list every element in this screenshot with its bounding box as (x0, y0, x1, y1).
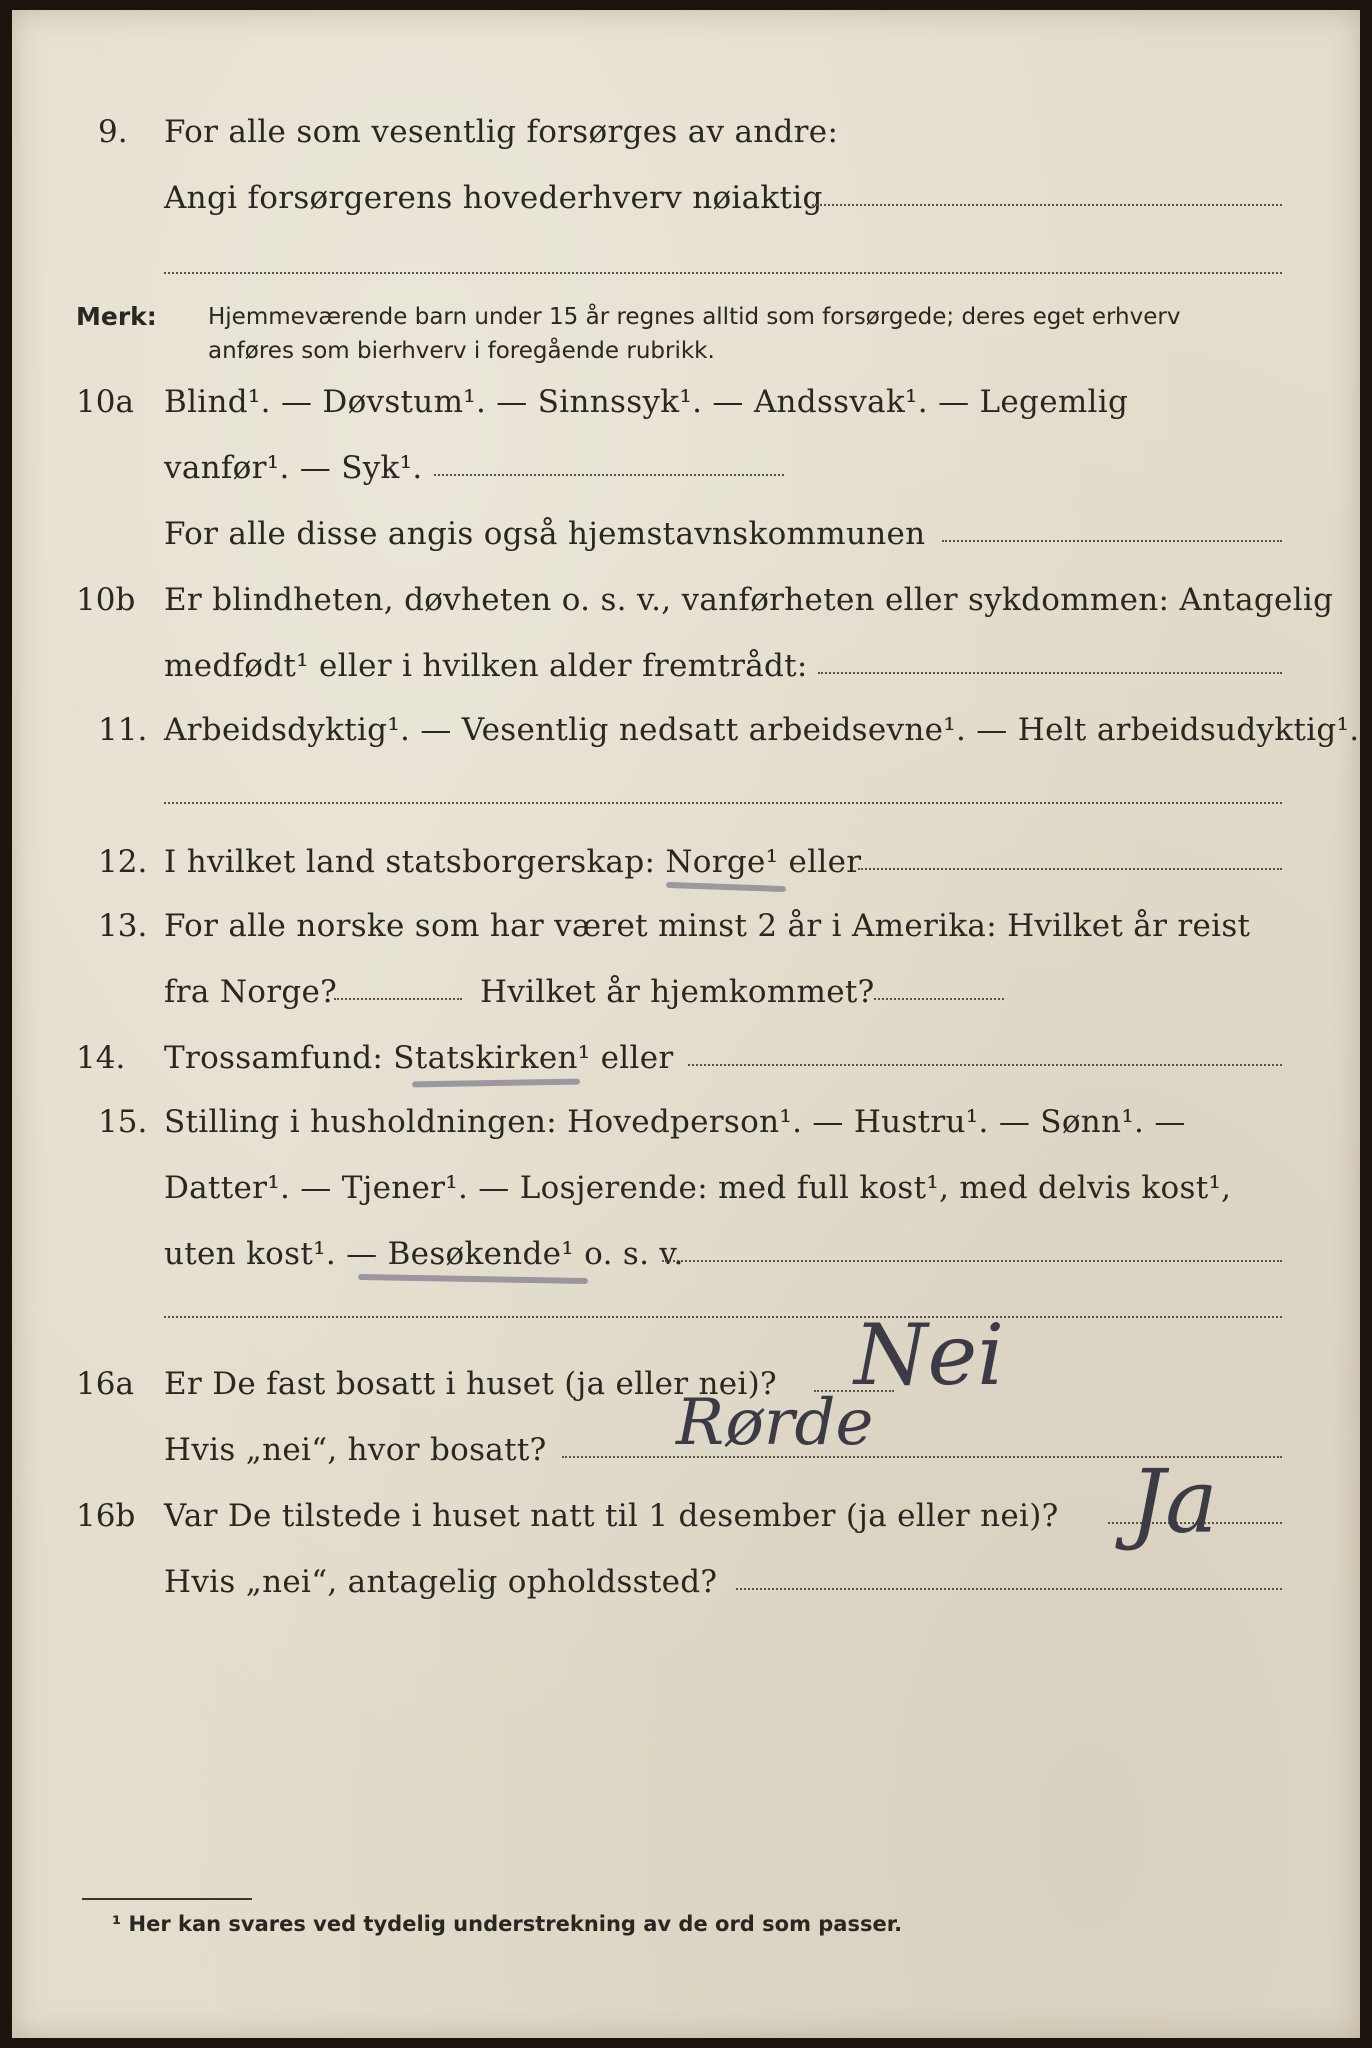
q15-line1: Stilling i husholdningen: Hovedperson¹. — Hustru¹. — Sønn¹. — (164, 1104, 1186, 1140)
merk-line2: anføres som bierhverv i foregående rubrikk. (208, 338, 715, 364)
q13-line1: For alle norske som har været minst 2 år i Amerika: Hvilket år reist (164, 908, 1251, 944)
q15-answer-dotline (662, 1260, 1282, 1262)
q10b-number: 10b (76, 582, 136, 618)
q11-number: 11. (98, 712, 148, 748)
q10a-number: 10a (76, 384, 134, 420)
q12-line1: I hvilket land statsborgerskap: Norge¹ eller (164, 844, 862, 880)
q13-line2b: Hvilket år hjemkommet? (480, 974, 875, 1010)
q13-line2a: fra Norge? (164, 974, 338, 1010)
q16b-line2: Hvis „nei“, antagelig opholdssted? (164, 1564, 718, 1600)
q14-number: 14. (76, 1040, 126, 1076)
q16a-handwritten-answer-place: Rørde (676, 1386, 874, 1460)
q16b-whereabouts-dotline (736, 1588, 1282, 1590)
q9-answer-dotline (812, 204, 1282, 206)
q10a-line1: Blind¹. — Døvstum¹. — Sinnssyk¹. — Andssvak¹. — Legemlig (164, 384, 1129, 420)
census-form-page (12, 10, 1360, 2038)
merk-line1: Hjemmeværende barn under 15 år regnes alltid som forsørgede; deres eget erhverv (208, 304, 1181, 330)
q15-line2: Datter¹. — Tjener¹. — Losjerende: med full kost¹, med delvis kost¹, (164, 1170, 1232, 1206)
q14-line1: Trossamfund: Statskirken¹ eller (164, 1040, 674, 1076)
q16a-line2: Hvis „nei“, hvor bosatt? (164, 1432, 547, 1468)
q10a-hometown-dotline (942, 540, 1282, 542)
q10a-line3: For alle disse angis også hjemstavnskommunen (164, 516, 926, 552)
q16a-handwritten-answer-nei: Nei (854, 1306, 1005, 1404)
q16b-number: 16b (76, 1498, 136, 1534)
q16a-number: 16a (76, 1366, 134, 1402)
statskirken-underline-mark (412, 1079, 580, 1088)
norge-underline-mark (666, 882, 786, 892)
q9-number: 9. (98, 114, 128, 150)
q10b-line1: Er blindheten, døvheten o. s. v., vanførheten eller sykdommen: Antagelig (164, 582, 1334, 618)
q10b-answer-dotline (818, 672, 1282, 674)
q10a-line2: vanfør¹. — Syk¹. (164, 450, 423, 486)
q16a-line1: Er De fast bosatt i huset (ja eller nei)? (164, 1366, 777, 1402)
footnote-rule (82, 1898, 252, 1900)
q11-line1: Arbeidsdyktig¹. — Vesentlig nedsatt arbeidsevne¹. — Helt arbeidsudyktig¹. (164, 712, 1360, 748)
q15-number: 15. (98, 1104, 148, 1140)
merk-label: Merk: (76, 302, 157, 331)
q9-line1: For alle som vesentlig forsørges av andre: (164, 114, 839, 150)
q13-departure-dotline (334, 998, 462, 1000)
q14-answer-dotline (688, 1064, 1282, 1066)
q10a-answer-dotline (434, 474, 784, 476)
q12-answer-dotline (858, 868, 1282, 870)
q13-return-dotline (874, 998, 1004, 1000)
q13-number: 13. (98, 908, 148, 944)
q9-line2: Angi forsørgerens hovederhverv nøiaktig (164, 180, 823, 216)
besokende-underline-mark (358, 1274, 588, 1284)
footnote-text: ¹ Her kan svares ved tydelig understrekning av de ord som passer. (112, 1912, 903, 1936)
q11-answer-dotline (164, 802, 1282, 804)
q9-answer-dotline-2 (164, 272, 1282, 274)
q16b-line1: Var De tilstede i huset natt til 1 desember (ja eller nei)? (164, 1498, 1059, 1534)
q15-answer-dotline-2 (164, 1316, 1282, 1318)
q16b-handwritten-answer-ja: Ja (1130, 1450, 1218, 1553)
q10b-line2: medfødt¹ eller i hvilken alder fremtrådt: (164, 648, 808, 684)
q12-number: 12. (98, 844, 148, 880)
q15-line3: uten kost¹. — Besøkende¹ o. s. v. (164, 1236, 684, 1272)
